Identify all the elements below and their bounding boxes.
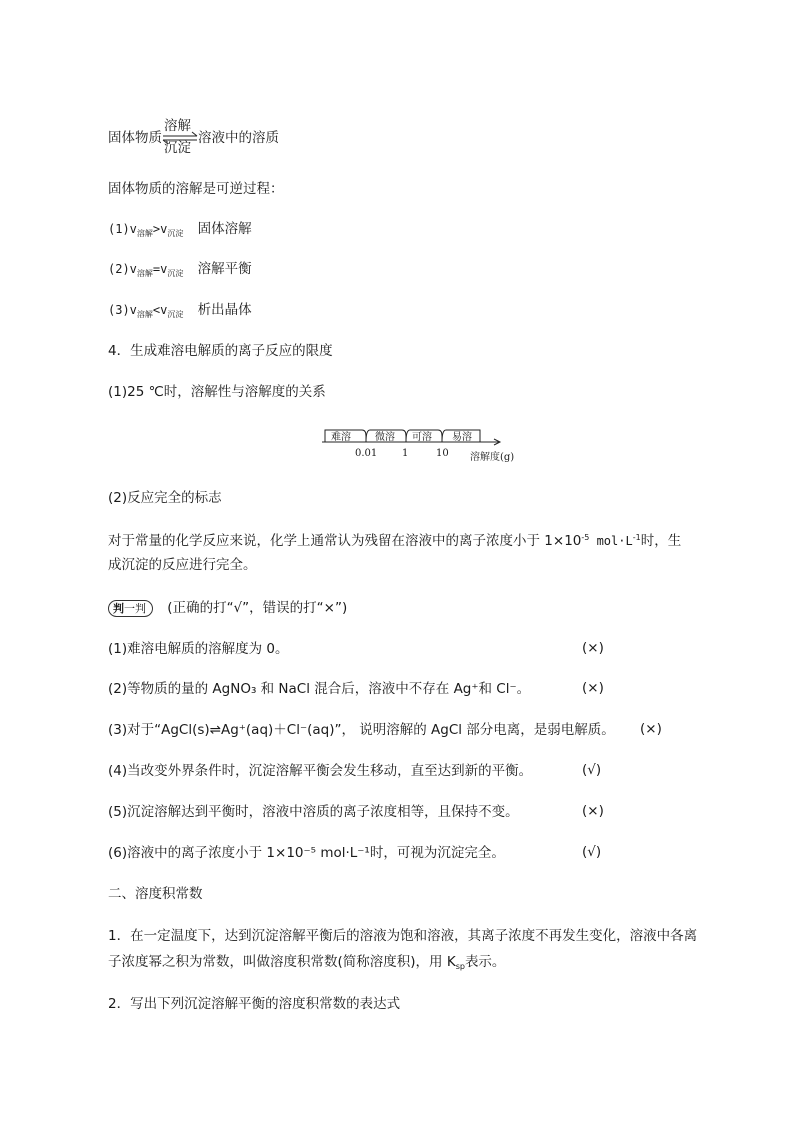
equilibrium-arrow	[162, 119, 198, 157]
judge-item-5: (5)沉淀溶解达到平衡时，溶液中溶质的离子浓度相等，且保持不变。	[108, 804, 519, 820]
judge-item-4: (4)当改变外界条件时，沉淀溶解平衡会发生移动，直至达到新的平衡。	[108, 763, 533, 779]
scale-label-easily: 易溶	[452, 432, 472, 443]
case-3-result: 析出晶体	[197, 302, 252, 318]
section2-heading: 二、溶度积常数	[108, 886, 203, 902]
solubility-scale	[322, 424, 522, 466]
ksp-expression-prompt: 2．写出下列沉淀溶解平衡的溶度积常数的表达式	[108, 996, 401, 1012]
section4-sub1: (1)25 ℃时，溶解性与溶解度的关系	[108, 384, 326, 400]
scale-label-insoluble: 难溶	[331, 432, 351, 443]
judge-item-3: (3)对于“AgCl(s)⇌Ag⁺(aq)＋Cl⁻(aq)”， 说明溶解的 AgCl 部分电离，是弱电解质。	[108, 722, 615, 738]
scale-tick-2: 10	[436, 448, 449, 459]
dissolve-label: 溶解	[164, 118, 191, 134]
judge-mark-6: (√)	[582, 844, 602, 860]
judge-item-2: (2)等物质的量的 AgNO₃ 和 NaCl 混合后，溶液中不存在 Ag⁺和 Cl⁻。	[108, 681, 531, 697]
judge-item-1: (1)难溶电解质的溶解度为 0。	[108, 641, 289, 657]
judge-mark-3: (×)	[640, 721, 662, 737]
case-2: $(2)v_{溶解}=v_{沉淀}$ 溶解平衡	[108, 261, 252, 278]
scale-tick-1: 1	[402, 448, 409, 459]
case-2-result: 溶解平衡	[197, 261, 252, 277]
precipitate-label: 沉淀	[164, 140, 191, 156]
scale-label-slightly: 微溶	[375, 432, 395, 443]
section4-heading: 4．生成难溶电解质的离子反应的限度	[108, 343, 333, 359]
judge-mark-5: (×)	[582, 803, 604, 819]
scale-axis-label: 溶解度(g)	[470, 452, 515, 463]
judge-mark-4: (√)	[582, 762, 602, 778]
case-3: $(3)v_{溶解}<v_{沉淀}$ 析出晶体	[108, 302, 252, 319]
completion-paragraph-line2: 成沉淀的反应进行完全。	[108, 557, 257, 573]
completion-paragraph-line1: 对于常量的化学反应来说，化学上通常认为残留在溶液中的离子浓度小于 $1\times 10^{-5}$ $mol\cdot L^{-1}$时，生	[108, 533, 682, 549]
judge-instruction: (正确的打“√”，错误的打“×”)	[167, 600, 348, 616]
scale-label-soluble: 可溶	[412, 432, 432, 443]
judge-mark-1: (×)	[582, 640, 604, 656]
judge-header	[108, 599, 347, 617]
solute-label: 溶液中的溶质	[198, 130, 279, 146]
case-1: $(1)v_{溶解}>v_{沉淀}$ 固体溶解	[108, 221, 252, 238]
reversible-statement: 固体物质的溶解是可逆过程：	[108, 181, 284, 197]
scale-tick-0: 0.01	[355, 448, 378, 459]
judge-item-6: (6)溶液中的离子浓度小于 1×10⁻⁵ mol·L⁻¹时，可视为沉淀完全。	[108, 845, 505, 861]
ksp-paragraph-line2: 子浓度幂之积为常数，叫做溶度积常数(简称溶度积)，用 $K_{sp}$表示。	[108, 954, 506, 971]
section4-sub2: (2)反应完全的标志	[108, 490, 222, 506]
solid-label: 固体物质	[108, 130, 162, 146]
ksp-paragraph-line1: 1．在一定温度下，达到沉淀溶解平衡后的溶液为饱和溶液，其离子浓度不再发生变化，溶液中各离	[108, 928, 698, 944]
case-1-result: 固体溶解	[197, 221, 252, 237]
dissolution-equation	[108, 118, 279, 158]
judge-badge: 判一判	[108, 600, 153, 617]
judge-mark-2: (×)	[582, 680, 604, 696]
